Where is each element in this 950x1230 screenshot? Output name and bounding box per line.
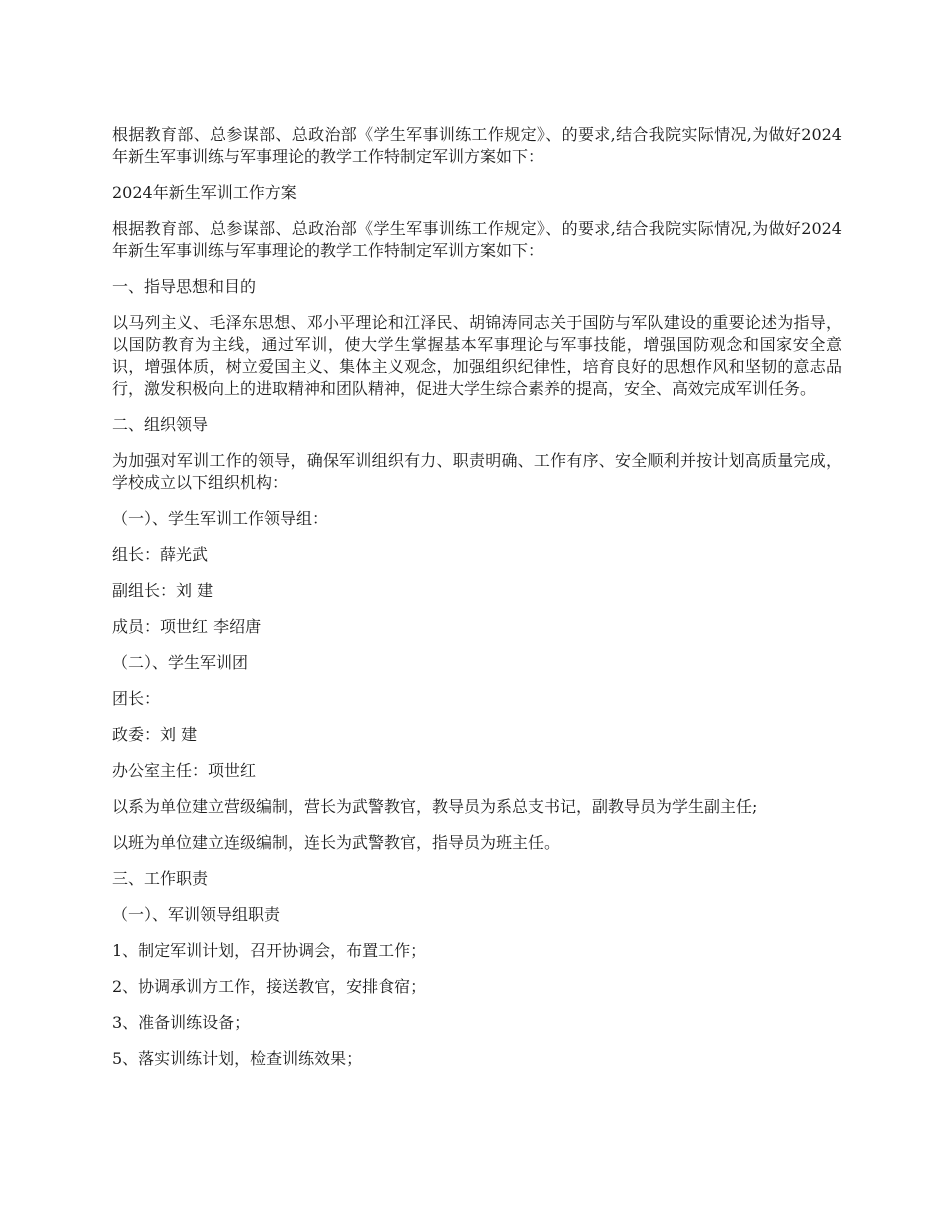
intro-paragraph-repeat: 根据教育部、总参谋部、总政治部《学生军事训练工作规定》、的要求,结合我院实际情况,为做好2024年新生军事训练与军事理论的教学工作特制定军训方案如下：	[112, 219, 842, 260]
battalion-structure-paragraph: 以系为单位建立营级编制，营长为武警教官，教导员为系总支书记，副教导员为学生副主任;	[112, 797, 758, 816]
duty-item-1: 1、制定军训计划，召开协调会，布置工作；	[112, 941, 427, 960]
subheading-leadership-duties: （一）、军训领导组职责	[112, 905, 281, 924]
organization-paragraph: 为加强对军训工作的领导，确保军训组织有力、职责明确、工作有序、安全顺利并按计划高质量完成，学校成立以下组织机构：	[112, 451, 842, 492]
duty-item-5: 5、落实训练计划，检查训练效果；	[112, 1049, 363, 1068]
section-heading-duties: 三、工作职责	[112, 869, 209, 888]
section-heading-guiding-ideology: 一、指导思想和目的	[112, 277, 257, 296]
guiding-ideology-paragraph: 以马列主义、毛泽东思想、邓小平理论和江泽民、胡锦涛同志关于国防与军队建设的重要论述为指导，以国防教育为主线，通过军训，使大学生掌握基本军事理论与军事技能，增强国防观念和国家安全意识，增强体质，树立爱国主义、集体主义观念，加强组织纪律性，培育良好的思想作风和坚韧的意志品行，激发积极向上的进取精神和团队精神，促进大学生综合素养的提高，安全、高效完成军训任务。	[112, 313, 842, 398]
political-commissar-line: 政委：刘 建	[112, 725, 198, 744]
members-line: 成员：项世红 李绍唐	[112, 617, 262, 636]
intro-paragraph: 根据教育部、总参谋部、总政治部《学生军事训练工作规定》、的要求,结合我院实际情况,为做好2024年新生军事训练与军事理论的教学工作特制定军训方案如下：	[112, 125, 842, 166]
document-page	[112, 124, 842, 1084]
leader-line: 组长：薛光武	[112, 545, 209, 564]
regiment-commander-line: 团长：	[112, 689, 161, 708]
duty-item-3: 3、准备训练设备；	[112, 1013, 251, 1032]
subheading-training-regiment: （二）、学生军训团	[112, 653, 249, 672]
section-heading-organization: 二、组织领导	[112, 415, 209, 434]
document-title: 2024年新生军训工作方案	[112, 183, 297, 202]
subheading-leadership-group: （一）、学生军训工作领导组：	[112, 509, 329, 528]
office-director-line: 办公室主任：项世红	[112, 761, 257, 780]
deputy-leader-line: 副组长：刘 建	[112, 581, 214, 600]
duty-item-2: 2、协调承训方工作，接送教官，安排食宿；	[112, 977, 427, 996]
company-structure-paragraph: 以班为单位建立连级编制，连长为武警教官，指导员为班主任。	[112, 833, 561, 852]
